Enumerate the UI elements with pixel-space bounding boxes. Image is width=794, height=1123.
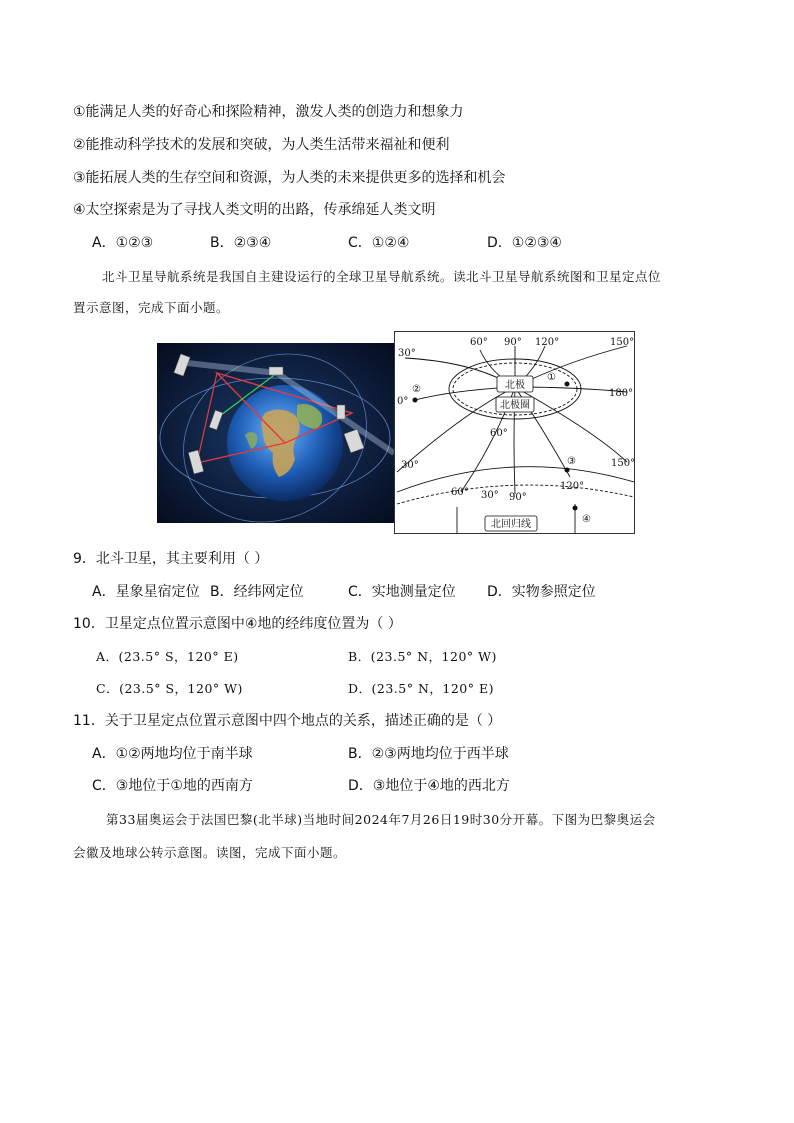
label-top-120: 120° <box>535 337 560 348</box>
statement-4: ④太空探索是为了寻找人类文明的出路，传承绵延人类文明 <box>73 202 436 218</box>
q11-stem: 11．关于卫星定点位置示意图中四个地点的关系，描述正确的是（ ） <box>73 713 502 729</box>
label-lower-60: 60° <box>451 487 469 498</box>
intro-beidou-line2: 置示意图，完成下面小题。 <box>73 300 230 315</box>
statement-2: ②能推动科学技术的发展和突破，为人类生活带来福祉和便利 <box>73 137 450 153</box>
intro-olympics-line1: 第33届奥运会于法国巴黎(北半球)当地时间2024年7月26日19时30分开幕。下图为巴黎奥运会 <box>106 812 656 827</box>
point-4-label: ④ <box>582 514 591 525</box>
q8-option-d: D．①②③④ <box>487 235 562 251</box>
label-left-30: 30° <box>398 348 416 359</box>
point-1-label: ① <box>547 372 556 383</box>
label-lower-30: 30° <box>481 490 499 501</box>
q10-option-d: D．(23.5° N，120° E) <box>348 681 494 696</box>
statement-3: ③能拓展人类的生存空间和资源，为人类的未来提供更多的选择和机会 <box>73 170 506 186</box>
arctic-circle-label: 北极圈 <box>500 400 530 411</box>
label-left-0: 0° <box>397 396 409 407</box>
intro-beidou-line1: 北斗卫星导航系统是我国自主建设运行的全球卫星导航系统。读北斗卫星导航系统图和卫星定点位 <box>102 269 662 284</box>
q9-option-a: A．星象星宿定位 <box>92 584 200 600</box>
satellite-position-map <box>394 331 635 534</box>
point-3-label: ③ <box>567 456 576 467</box>
q11-option-a: A．①②两地均位于南半球 <box>92 746 253 762</box>
tropic-label: 北回归线 <box>491 519 531 530</box>
label-inner-60: 60° <box>490 428 508 439</box>
q10-option-a: A．(23.5° S，120° E) <box>96 649 239 664</box>
q11-option-b: B．②③两地均位于西半球 <box>348 746 509 762</box>
point-2-label: ② <box>412 384 421 395</box>
q9-option-d: D．实物参照定位 <box>487 584 596 600</box>
label-inner-30: 30° <box>401 460 419 471</box>
q11-option-d: D．③地位于④地的西北方 <box>348 778 510 794</box>
q11-option-c: C．③地位于①地的西南方 <box>92 778 253 794</box>
q9-stem: 9．北斗卫星，其主要利用（ ） <box>73 551 269 567</box>
label-top-60: 60° <box>470 337 488 348</box>
q9-option-c: C．实地测量定位 <box>348 584 456 600</box>
label-lower-120: 120° <box>560 481 585 492</box>
label-top-90: 90° <box>504 337 522 348</box>
q10-option-b: B．(23.5° N，120° W) <box>348 649 497 664</box>
q8-option-a: A．①②③ <box>92 235 154 251</box>
q8-option-b: B．②③④ <box>210 235 272 251</box>
q9-option-b: B．经纬网定位 <box>210 584 304 600</box>
q8-option-c: C．①②④ <box>348 235 410 251</box>
q10-option-c: C．(23.5° S，120° W) <box>96 681 243 696</box>
label-top-150: 150° <box>610 337 634 348</box>
north-pole-label: 北极 <box>505 380 525 391</box>
beidou-satellite-image <box>157 343 394 523</box>
intro-olympics-line2: 会徽及地球公转示意图。读图，完成下面小题。 <box>73 845 347 860</box>
statement-1: ①能满足人类的好奇心和探险精神，激发人类的创造力和想象力 <box>73 104 464 120</box>
label-right-180: 180° <box>609 388 634 399</box>
label-lower-150: 150° <box>611 458 634 469</box>
label-lower-90: 90° <box>509 492 527 503</box>
q10-stem: 10．卫星定点位置示意图中④地的经纬度位置为（ ） <box>73 616 402 632</box>
